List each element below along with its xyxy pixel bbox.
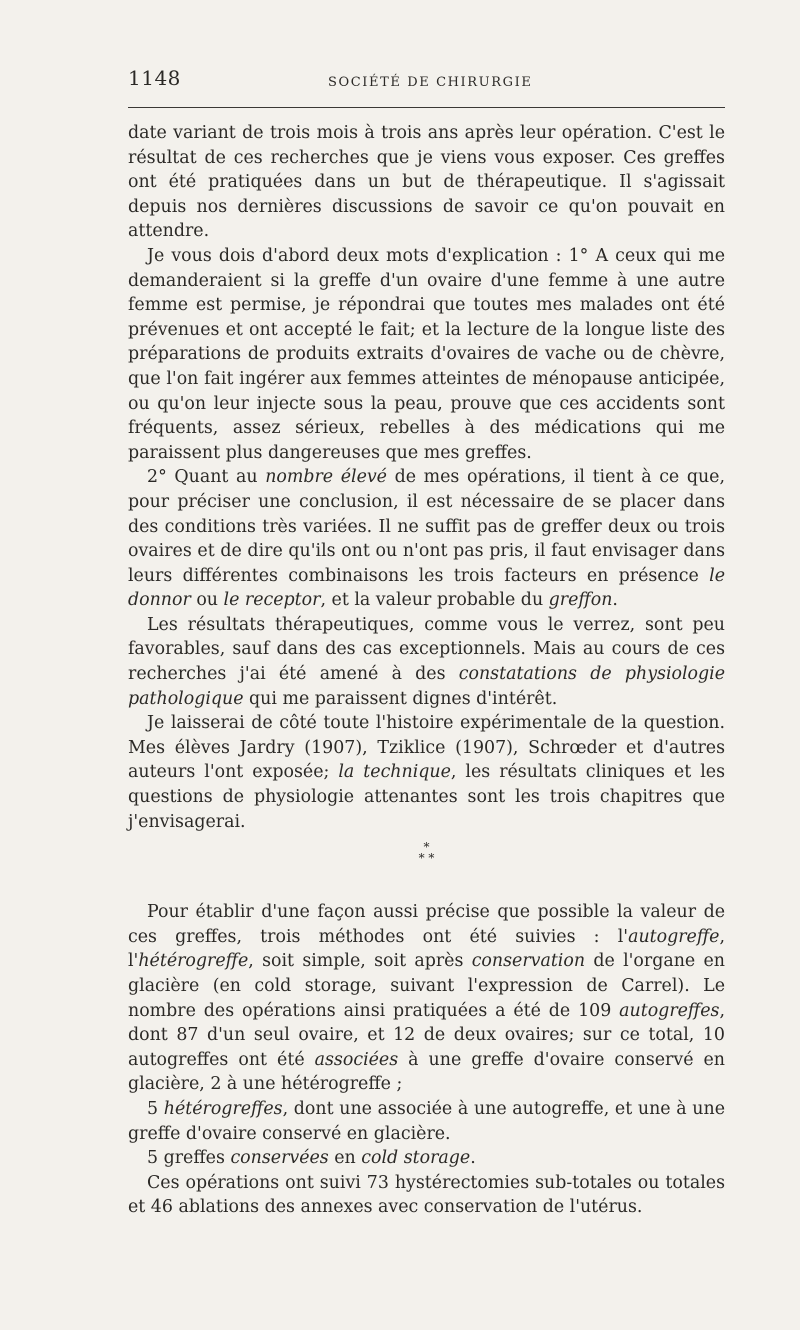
paragraph-7: 5 hétérogreffes, dont une associée à une autogreffe, et une à une greffe d'ovaire conservé en glacière.: [128, 1098, 725, 1144]
paragraph-4: Les résultats thérapeutiques, comme vous le verrez, sont peu favorables, sauf dans des cas exceptionnels. Mais au cours de ces recherches j'ai été amené à des constatations de physiologie pathologique qui me paraissent dignes d'intérêt.: [128, 614, 725, 709]
page-number: 1148: [128, 66, 181, 90]
header-rule: [128, 107, 725, 108]
separator-top: *: [423, 840, 430, 855]
paragraph-2: Je vous dois d'abord deux mots d'explication : 1° A ceux qui me demanderaient si la greffe d'un ovaire d'une femme à une autre femme est permise, je répondrai que toutes mes malades ont été prévenues et ont accepté le fait; et la lecture de la longue liste des préparations de produits extraits d'ovaires de vache ou de chèvre, que l'on fait ingérer aux femmes atteintes de ménopause anticipée, ou qu'on leur injecte sous la peau, prouve que ces accidents sont fréquents, assez sérieux, rebelles à des médications qui me paraissent plus dangereuses que mes greffes.: [128, 245, 725, 463]
paragraph-8: 5 greffes conservées en cold storage.: [147, 1148, 476, 1169]
section-separator: [128, 842, 725, 864]
paragraph-9: Ces opérations ont suivi 73 hystérectomies sub-totales ou totales et 46 ablations des annexes avec conservation de l'utérus.: [128, 1172, 725, 1218]
paragraph-5: Je laisserai de côté toute l'histoire expérimentale de la question. Mes élèves Jardry (1907), Tziklice (1907), Schrœder et d'autres auteurs l'ont exposée; la technique, les résultats cliniques et les questions de physiologie attenantes sont les trois chapitres que j'envisagerai.: [128, 713, 725, 832]
running-head: SOCIÉTÉ DE CHIRURGIE: [328, 75, 533, 90]
separator-bottom: * *: [418, 851, 435, 866]
paragraph-1: date variant de trois mois à trois ans après leur opération. C'est le résultat de ces recherches que je viens vous exposer. Ces greffes ont été pratiquées dans un but de thérapeutique. Il s'agissait depuis nos dernières discussions de savoir ce qu'on pouvait en attendre.: [128, 123, 725, 242]
paragraph-6: Pour établir d'une façon aussi précise que possible la valeur de ces greffes, trois méthodes ont été suivies : l'autogreffe, l'hétérogreffe, soit simple, soit après conservation de l'organe en glacière (en cold storage, suivant l'expression de Carrel). Le nombre des opérations ainsi pratiquées a été de 109 autogreffes, dont 87 d'un seul ovaire, et 12 de deux ovaires; sur ce total, 10 autogreffes ont été associées à une greffe d'ovaire conservé en glacière, 2 à une hétérogreffe ;: [128, 902, 726, 1095]
body-text: [128, 121, 725, 1220]
paragraph-3: 2° Quant au nombre élevé de mes opérations, il tient à ce que, pour préciser une conclusion, il est nécessaire de se placer dans des conditions très variées. Il ne suffit pas de greffer deux ou trois ovaires et de dire qu'ils ont ou n'ont pas pris, il faut envisager dans leurs différentes combinaisons les trois facteurs en présence le donnor ou le receptor, et la valeur probable du greffon.: [128, 467, 725, 611]
page-header: [128, 66, 726, 96]
